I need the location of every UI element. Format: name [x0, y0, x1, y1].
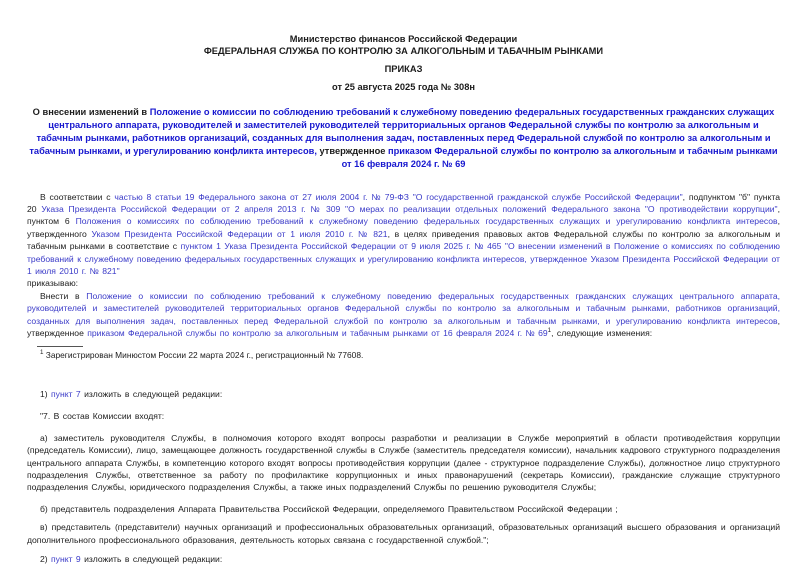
footnote-ref: 1: [547, 327, 552, 335]
clause-7-item-b: [27, 503, 780, 515]
text-run: в) представитель (представители) научных организаций и профессиональных образовательных организаций, образовательных организаций высшего образования и организаций дополнительного профессионального образования, деятельность которых связана с государственной службой.";: [27, 522, 780, 545]
text-run: Зарегистрирован Минюстом России 22 марта 2024 г., регистрационный № 77608.: [43, 350, 364, 361]
footnote-text: [27, 350, 780, 362]
text-link[interactable]: частью 8 статьи 19 Федерального закона от 27 июля 2004 г. № 79-ФЗ "О государственной гражданской службе Российской Федерации": [114, 191, 683, 202]
text-link[interactable]: Указом Президента Российской Федерации от 1 июля 2010 г. № 821: [91, 228, 388, 239]
text-run: а) заместитель руководителя Службы, в полномочия которого входят вопросы разработки и реализации в Службе мероприятий в области противодействия коррупции (председатель Комиссии), лицо, замещающее должность государственной службы в Службе (заместитель председателя комиссии), начальник кадрового структурного подразделения центрального аппарата Службы, в компетенцию которого входят вопросы противодействия коррупции (далее - структурное подразделение Службы), должностное лицо структурного подразделения Службы, ответственное за работу по профилактике коррупционных и иных правонарушений (секретарь Комиссии), гражданские служащие структурного подразделения Службы, юридического подразделения Службы, а также иных подразделений Службы по решению руководителя Службы;: [27, 432, 780, 493]
text-run: "7. В состав Комиссии входят:: [40, 411, 165, 422]
prikazyvayu-line: приказываю:: [27, 278, 79, 289]
text-link[interactable]: пункт 7: [51, 388, 81, 399]
text-run: изложить в следующей редакции:: [80, 553, 223, 564]
text-run: б) представитель подразделения Аппарата Правительства Российской Федерации, определяемого Правительством Российской Федерации ;: [40, 503, 618, 514]
doc-title: [27, 106, 780, 171]
text-link[interactable]: пункт 9: [51, 553, 81, 564]
text-run: утвержденное: [319, 145, 388, 156]
clause-7-item-v: [27, 521, 780, 546]
text-link[interactable]: пунктом 1 Указа Президента Российской Федерации от 9 июля 2025 г. № 465 "О внесении изменений в Положение о комиссиях по соблюдению требований к служебному поведению федеральных государственных служащих и урегулированию конфликта интересов, утвержденное Указом Президента Российской Федерации от 1 июля 2010 г. № 821": [27, 241, 781, 276]
agency-name: ФЕДЕРАЛЬНАЯ СЛУЖБА ПО КОНТРОЛЮ ЗА АЛКОГОЛЬНЫМ И ТАБАЧНЫМ РЫНКАМИ: [203, 46, 604, 56]
text-run: В соответствии с: [40, 191, 115, 202]
preamble-paragraph: [27, 191, 780, 278]
text-run: , подпунктом "б" пункта 20: [27, 191, 780, 214]
text-link[interactable]: приказом Федеральной службы по контролю за алкогольным и табачным рынками от 16 февраля 2024 г. № 69: [341, 145, 778, 169]
clause-7-item-a: [27, 432, 780, 494]
text-run: О внесении изменений в: [32, 107, 150, 117]
ministry-name: Министерство финансов Российской Федерации: [289, 34, 518, 44]
doc-date-number: от 25 августа 2025 года № 308н: [332, 82, 475, 92]
text-run: , следующие изменения:: [551, 328, 653, 338]
clause-7-heading: [27, 410, 780, 422]
footnote-ref: 1: [40, 349, 44, 357]
text-link[interactable]: Положения о комиссиях по соблюдению требований к служебному поведению федеральных государственных служащих и урегулированию конфликта интересов: [75, 216, 778, 227]
text-run: , утвержденного: [27, 216, 780, 239]
footnote-separator: [37, 346, 83, 347]
text-run: 2): [40, 553, 52, 564]
text-run: 1): [40, 388, 52, 399]
text-run: , в целях приведения правовых актов Федеральной службы по контролю за алкогольным и табачным рынками в соответствие с: [27, 228, 781, 252]
text-link[interactable]: приказом Федеральной службы по контролю за алкогольным и табачным рынками от 16 февраля 2024 г. № 69: [87, 328, 548, 338]
text-run: Внести в: [40, 290, 87, 301]
footnote-block: [27, 346, 780, 362]
text-link[interactable]: Положение о комиссии по соблюдению требований к служебному поведению федеральных государственных гражданских служащих центрального аппарата, руководителей и заместителей руководителей территориальных органов Федеральной службы по контролю за алкогольным и табачным рынками, работников организаций, созданных для выполнения задач, поставленных перед Федеральной службой по контролю за алкогольным и табачным рынками, и урегулированию конфликта интересов: [27, 290, 780, 326]
document-header: [27, 33, 780, 93]
text-link[interactable]: Указа Президента Российской Федерации от 2 апреля 2013 г. № 309 "О мерах по реализации отдельных положений Федерального закона "О противодействии коррупции": [41, 203, 778, 214]
vnesti-paragraph: [27, 290, 780, 340]
text-run: изложить в следующей редакции:: [80, 388, 223, 399]
text-run: , пунктом 6: [27, 203, 780, 227]
amendment-1-intro: [27, 388, 780, 400]
text-link[interactable]: Положение о комиссии по соблюдению требований к служебному поведению федеральных государственных гражданских служащих центрального аппарата, руководителей и заместителей руководителей территориальных органов Федеральной службы по контролю за алкогольным и табачным рынками, работников организаций, созданных для выполнения задач, поставленных перед Федеральной службой по контролю за алкогольным и табачным рынками, и урегулированию конфликта интересов,: [29, 107, 775, 156]
amendment-2-intro: [27, 553, 780, 565]
text-run: , утвержденное: [27, 315, 780, 338]
doc-type-label: ПРИКАЗ: [384, 64, 423, 74]
